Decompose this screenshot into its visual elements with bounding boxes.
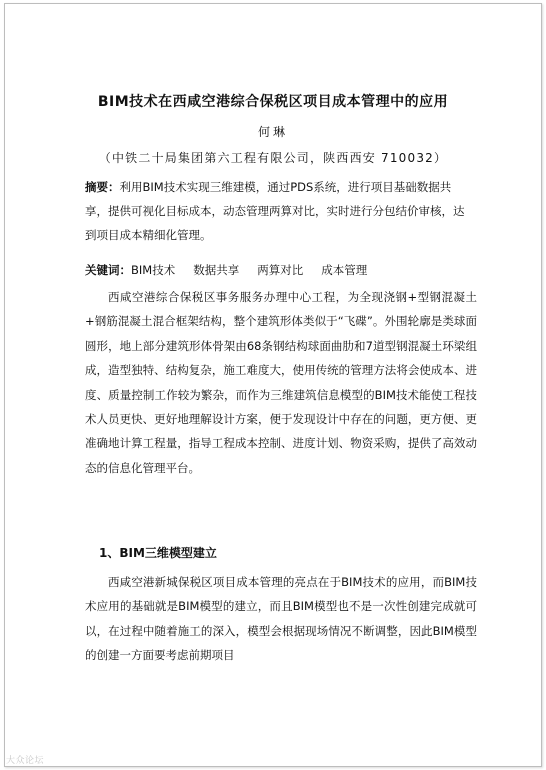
section-heading-1: 1、BIM三维模型建立: [99, 546, 217, 560]
keywords: [85, 258, 465, 282]
abstract-label: 摘要：: [85, 180, 120, 194]
body-paragraph-1: 西咸空港综合保税区事务服务办理中心工程，为全现浇钢+型钢混凝土+钢筋混凝土混合框架结构，整个建筑形体类似于“飞碟”。外围轮廓是类球面圆形，地上部分建筑形体骨架由68条钢结构球面曲肋和7道型钢混凝土环梁组成，造型独特、结构复杂，施工难度大，使用传统的管理方法将会使成本、进度、质量控制工作较为繁杂，而作为三维建筑信息模型的BIM技术能使工程技术人员更快、更好地理解设计方案，便于发现设计中存在的问题，更方便、更准确地计算工程量，指导工程成本控制、进度计划、物资采购，提供了高效动态的信息化管理平台。: [85, 290, 477, 475]
keyword-item: 数据共享: [193, 263, 240, 277]
paper-title: BIM技术在西咸空港综合保税区项目成本管理中的应用: [97, 94, 449, 110]
abstract: [85, 175, 465, 247]
keywords-label: 关键词：: [85, 263, 131, 277]
keyword-item: 成本管理: [321, 263, 368, 277]
body-paragraph-2: 西咸空港新城保税区项目成本管理的亮点在于BIM技术的应用，而BIM技术应用的基础就是BIM模型的建立，而且BIM模型也不是一次性创建完成就可以，在过程中随着施工的深入，模型会根据现场情况不断调整，因此BIM模型的创建一方面要考虑前期项目: [85, 575, 477, 663]
keyword-item: 两算对比: [257, 263, 304, 277]
author-name: 何琳: [257, 125, 288, 139]
keyword-item: BIM技术: [131, 263, 176, 277]
document-page: [4, 3, 542, 767]
author-affiliation: （中铁二十局集团第六工程有限公司，陕西西安 710032）: [98, 151, 448, 165]
abstract-text: 利用BIM技术实现三维建模，通过PDS系统，进行项目基础数据共享，提供可视化目标成本，动态管理两算对比，实时进行分包结价审核，达到项目成本精细化管理。: [85, 180, 465, 242]
watermark-logo: 大众论坛: [6, 756, 45, 766]
